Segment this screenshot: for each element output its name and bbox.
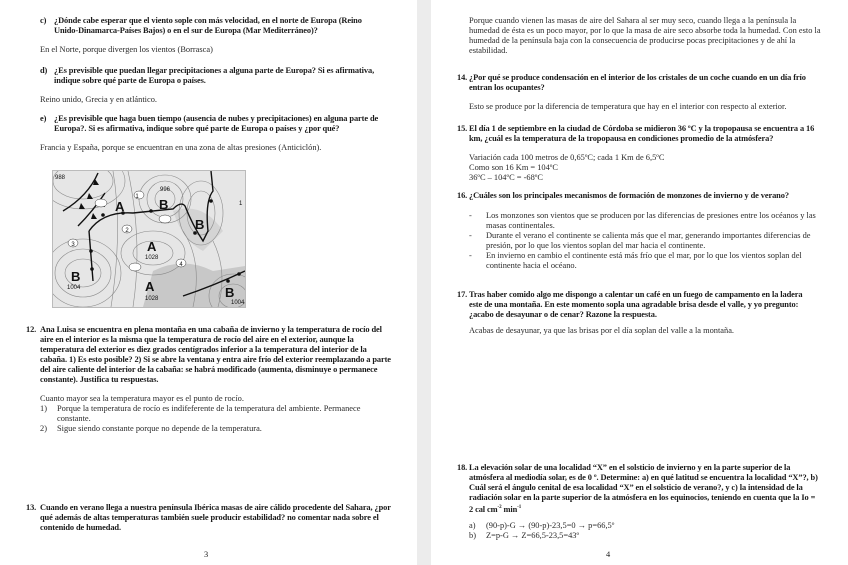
svg-text:1004: 1004 xyxy=(67,285,81,291)
answer-line: Como son 16 Km = 104ºC xyxy=(469,163,558,172)
answer-line: 36ºC – 104ºC = -68ºC xyxy=(469,173,543,182)
bullet-list xyxy=(469,211,824,271)
answer-list xyxy=(40,404,385,434)
question-text: Tras haber comido algo me dispongo a calentar un café en un fuego de campamento en la ladera este de una montaña. En este momento sopla una agradable brisa desde el valle, y yo pregunto: ¿acabo de desayunar o de cenar? Razone la respuesta. xyxy=(469,290,803,319)
svg-text:2: 2 xyxy=(125,228,129,234)
answer-17: Acabas de desayunar, ya que las brisas por el día soplan del valle a la montaña. xyxy=(469,326,735,335)
question-text: El día 1 de septiembre en la ciudad de Córdoba se midieron 36 ºC y la tropopausa se encuentra a 16 km, ¿cuál es la temperatura de la tropopausa en condiciones promedio de la atmósfera? xyxy=(469,124,815,143)
svg-text:B: B xyxy=(225,285,235,300)
answer-e: Francia y España, porque se encuentran en una zona de altas presiones (Anticiclón). xyxy=(40,143,322,152)
svg-text:B: B xyxy=(71,269,81,284)
question-text: ¿Es previsible que puedan llegar precipitaciones a alguna parte de Europa? Si es afirmativa, indique sobre qué parte de Europa o países. xyxy=(54,66,375,85)
answer-18 xyxy=(469,521,824,541)
question-18 xyxy=(457,463,821,515)
answer-c: En el Norte, porque divergen los vientos (Borrasca) xyxy=(40,45,213,54)
answer-intro: Cuanto mayor sea la temperatura mayor es el punto de rocío. xyxy=(40,394,244,403)
bullet-item: - Los monzones son vientos que se producen por las diferencias de presiones entre los océanos y las masas continentales. xyxy=(469,211,816,230)
question-text: ¿Es previsible que haga buen tiempo (ausencia de nubes y precipitaciones) en alguna parte de Europa?. Si es afirmativa, indique sobre qué parte de Europa o países y ¿por qué? xyxy=(54,114,379,133)
weather-map-illustration xyxy=(53,171,245,307)
question-label: c) xyxy=(40,16,47,25)
document-page-4 xyxy=(431,0,848,565)
question-number: 17. xyxy=(457,290,468,299)
question-label: e) xyxy=(40,114,47,123)
answer-item: b) Z=p-G → Z=66,5-23,5=43º xyxy=(469,531,580,540)
question-text: ¿Cuáles son los principales mecanismos de formación de monzones de invierno y de verano? xyxy=(469,191,789,200)
question-label: d) xyxy=(40,66,48,75)
question-number: 18. xyxy=(457,463,468,472)
question-e xyxy=(40,114,385,134)
svg-text:4: 4 xyxy=(179,262,183,268)
answer-14: Esto se produce por la diferencia de temperatura que hay en el interior con respecto al exterior. xyxy=(469,102,787,111)
question-15 xyxy=(457,124,821,144)
svg-text:1028: 1028 xyxy=(145,255,159,261)
question-number: 16. xyxy=(457,191,468,200)
svg-text:A: A xyxy=(145,279,155,294)
question-13 xyxy=(26,503,394,533)
svg-text:B: B xyxy=(195,217,205,232)
question-12 xyxy=(26,325,394,385)
svg-text:1: 1 xyxy=(239,201,243,207)
bullet-item: - Durante el verano el continente se calienta más que el mar, generando importantes diferencias de presión, por lo que los vientos soplan del mar hacia el continente. xyxy=(469,231,811,250)
answer-item: 1) Porque la temperatura de rocío es indifeferente de la temperatura del ambiente. Permanece constante. xyxy=(40,404,361,423)
question-text: ¿Dónde cabe esperar que el viento sople con más velocidad, en el norte de Europa (Reino Unido-Dinamarca-Países Bajos) o en el sur de Europa (Mar Mediterráneo)? xyxy=(54,16,362,35)
bullet-item: - En invierno en cambio el continente está más frío que el mar, por lo que los vientos soplan del continente hacia el océano. xyxy=(469,251,802,270)
question-14 xyxy=(457,73,817,93)
question-c xyxy=(40,16,385,36)
answer-13: Porque cuando vienen las masas de aire del Sahara al ser muy seco, cuando llega a la península la humedad de ésta es un poco mayor, por lo que la masa de aire seco absorbe toda la humedad. Con esto la humedad de la península baja con la consecuencia de producirse pocas precipitaciones y de ahí la estabilidad. xyxy=(469,16,821,55)
answer-line: Variación cada 100 metros de 0,65ºC; cada 1 Km de 6,5ºC xyxy=(469,153,665,162)
question-number: 14. xyxy=(457,73,468,82)
svg-text:B: B xyxy=(159,197,169,212)
answer-item: a) (90-p)-G → (90-p)-23,5=0 → p=66,5º xyxy=(469,521,615,530)
question-number: 12. xyxy=(26,325,37,334)
answer-list xyxy=(469,521,824,541)
svg-text:A: A xyxy=(115,199,125,214)
answer-15 xyxy=(469,153,824,183)
answer-12 xyxy=(40,394,385,434)
answer-16 xyxy=(469,211,824,271)
svg-text:1004: 1004 xyxy=(231,300,245,306)
page-number: 3 xyxy=(204,550,209,559)
question-text: Ana Luisa se encuentra en plena montaña en una cabaña de invierno y la temperatura de rocío del aire en el interior es la misma que la temperatura de rocío del aire en el exterior, aunque la temperatura del exterior es diez grados centígrados inferior a la temperatura del interior de la cabaña. 1) Es esto posible? 2) Si se abre la ventana y entra aire frío del exterior reemplazando a parte del aire caliente del interior de la cabaña: se habrá modificado (aumenta, disminuye o permanece constante). Justifica tu respuestas. xyxy=(40,325,391,384)
question-text: Cuando en verano llega a nuestra península Ibérica masas de aire cálido procedente del Sahara, ¿por qué además de altas temperaturas también suele producir estabilidad? no comentar nada sobre el contenido de humedad. xyxy=(40,503,391,532)
document-page-3 xyxy=(0,0,417,565)
question-number: 15. xyxy=(457,124,468,133)
svg-text:3: 3 xyxy=(71,242,75,248)
question-number: 13. xyxy=(26,503,37,512)
question-text: La elevación solar de una localidad “X” en el solsticio de invierno y en la parte superior de la atmósfera al mediodía solar, es de 0 º. Determine: a) en qué latitud se encuentra la localidad “X”?, b) Cuál será el ángulo cenital de esa localidad “X” en el solsticio de verano?, y c) la intensidad de la radiación solar en la parte superior de la atmósfera en los equinocios, teniendo en cuenta que la Io = 2 cal $cm^{-2}$ $\min^{-1}$ xyxy=(469,463,818,514)
question-17 xyxy=(457,290,817,320)
answer-d: Reino unido, Grecia y en atlántico. xyxy=(40,95,157,104)
page-number: 4 xyxy=(606,550,611,559)
svg-text:996: 996 xyxy=(160,187,171,193)
question-text: ¿Por qué se produce condensación en el interior de los cristales de un coche cuando en un día frío entran los ocupantes? xyxy=(469,73,806,92)
answer-item: 2) Sigue siendo constante porque no depende de la temperatura. xyxy=(40,424,262,433)
svg-text:A: A xyxy=(147,239,157,254)
question-16 xyxy=(457,191,821,201)
svg-text:1: 1 xyxy=(135,194,139,200)
svg-text:1028: 1028 xyxy=(145,296,159,302)
weather-map-figure xyxy=(52,170,246,308)
svg-text:988: 988 xyxy=(55,175,66,181)
question-d xyxy=(40,66,395,86)
